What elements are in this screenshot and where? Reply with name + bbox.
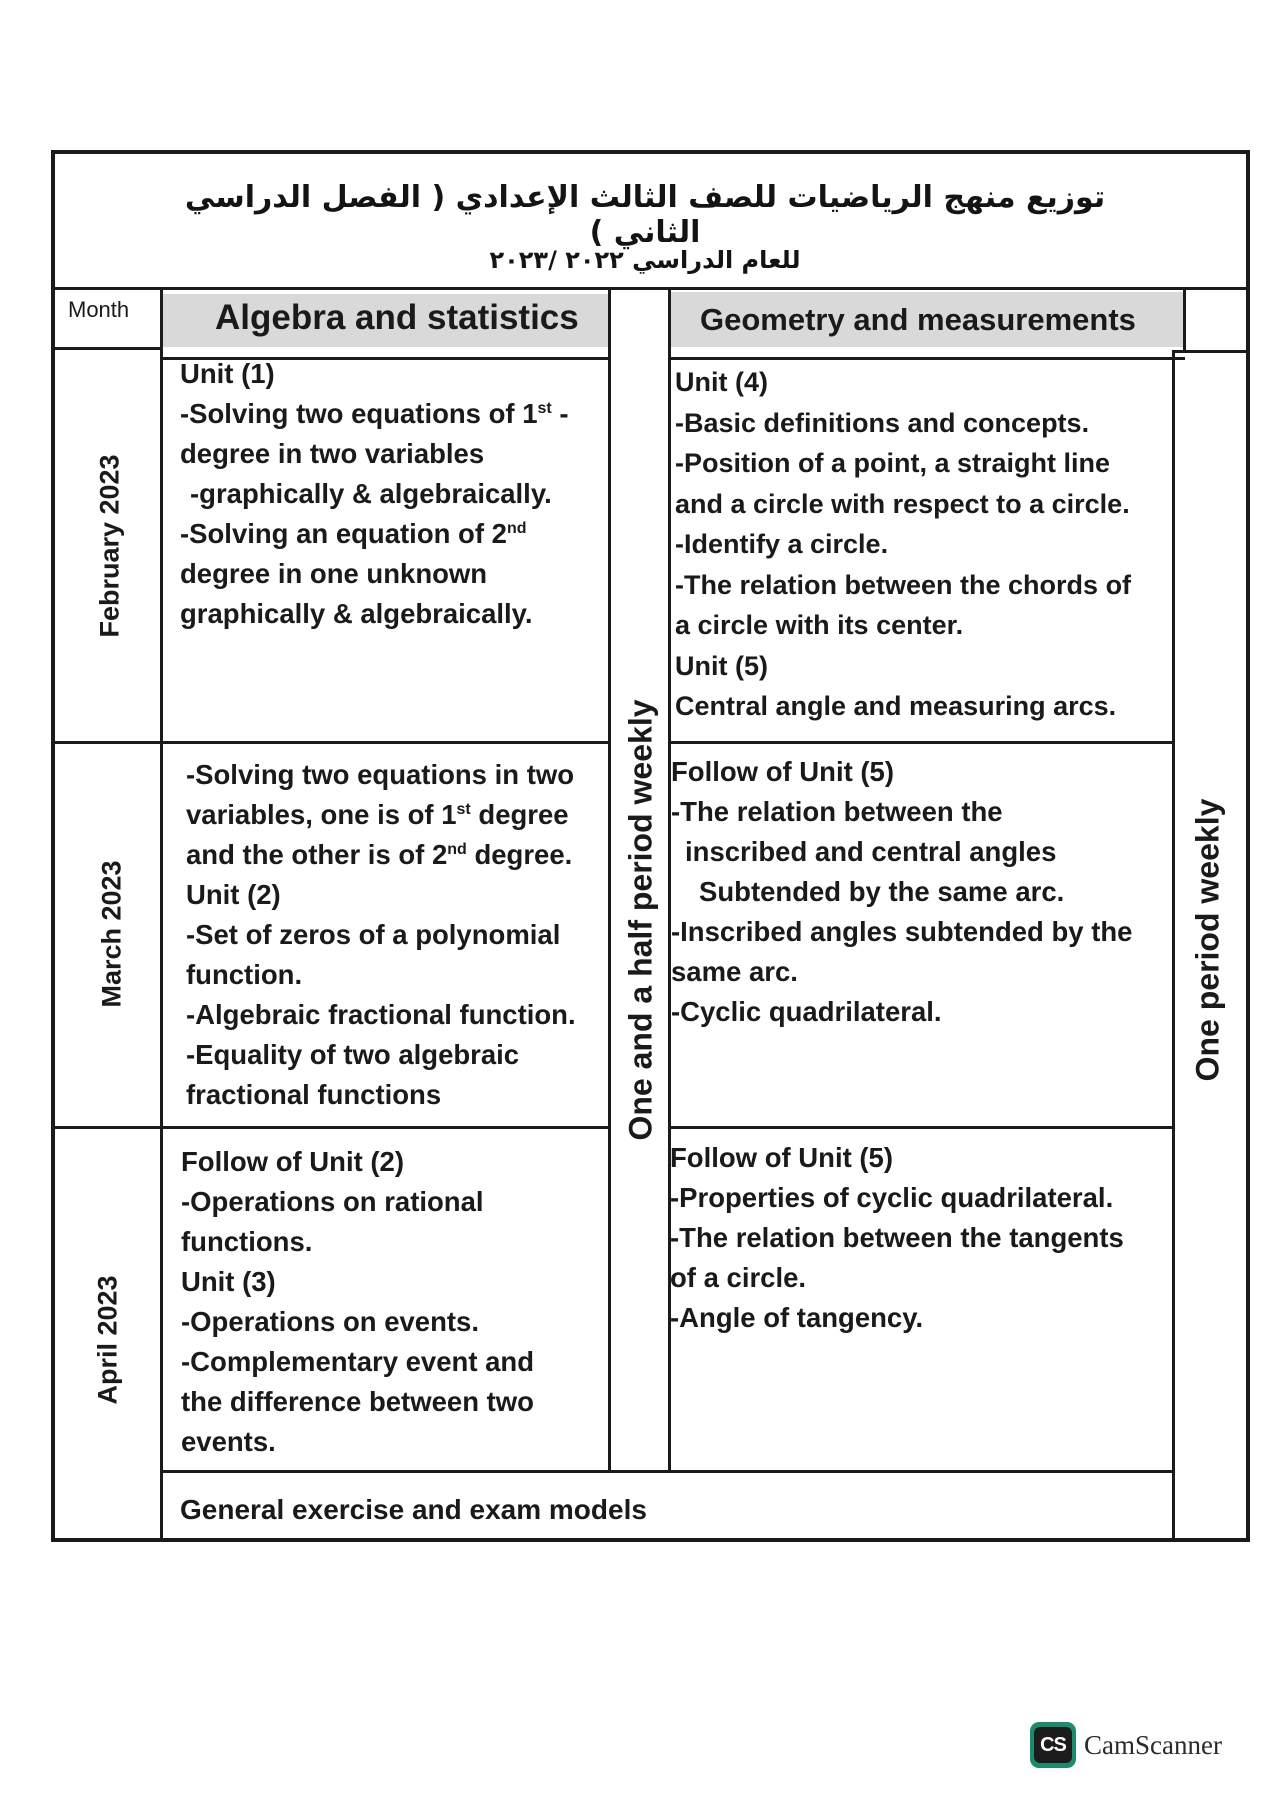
list-item: -graphically & algebraically. [190, 478, 552, 509]
list-item: -The relation between the [671, 796, 1003, 827]
camscanner-label: CamScanner [1084, 1730, 1222, 1760]
algebra-header: Algebra and statistics [215, 298, 579, 337]
list-item: a circle with its center. [675, 610, 964, 640]
algebra-march-cell [186, 755, 576, 1115]
list-item: -Identify a circle. [675, 529, 889, 559]
list-item: -Inscribed angles subtended by the [671, 916, 1133, 947]
list-item: -Properties of cyclic quadrilateral. [670, 1182, 1114, 1213]
month-label-april: April 2023 [92, 1275, 123, 1405]
algebra-april-cell [181, 1142, 534, 1462]
document-title: توزيع منهج الرياضيات للصف الثالث الإعدادي ( الفصل الدراسي الثاني ) [184, 180, 1106, 250]
list-item: function. [186, 959, 303, 990]
camscanner-logo-text: CS [1034, 1727, 1072, 1763]
algebra-frequency-label: One and a half period weekly [622, 699, 659, 1141]
geometry-march-cell [671, 752, 1132, 1032]
list-item: -Solving two equations of 1st - [180, 398, 569, 429]
list-item: -Equality of two algebraic [186, 1039, 520, 1070]
list-item: -The relation between the chords of [675, 569, 1132, 600]
academic-year: للعام الدراسي ٢٠٢٢ /٢٠٢٣ [489, 246, 801, 274]
list-item: -Solving an equation of 2nd [180, 518, 527, 549]
list-item: -Cyclic quadrilateral. [671, 996, 942, 1027]
list-item: events. [181, 1426, 276, 1457]
list-item: Follow of Unit (2) [181, 1146, 405, 1177]
geometry-header: Geometry and measurements [700, 302, 1136, 337]
list-item: same arc. [671, 956, 798, 987]
list-item: of a circle. [670, 1262, 807, 1293]
list-item: functions. [181, 1226, 313, 1257]
list-item: Unit (1) [180, 358, 275, 389]
list-item: Unit (4) [675, 367, 768, 397]
list-item: -Solving two equations in two [186, 759, 575, 790]
month-header: Month [68, 297, 130, 322]
list-item: -Basic definitions and concepts. [675, 407, 1090, 438]
list-item: degree in one unknown [180, 558, 488, 589]
footer-row-text: General exercise and exam models [180, 1494, 647, 1525]
list-item: degree in two variables [180, 438, 485, 469]
list-item: inscribed and central angles [685, 836, 1057, 867]
list-item: -Operations on rational [181, 1186, 484, 1217]
list-item: -Set of zeros of a polynomial [186, 919, 561, 950]
list-item: and a circle with respect to a circle. [675, 488, 1130, 519]
list-item: Unit (3) [181, 1266, 276, 1297]
list-item: the difference between two [181, 1386, 534, 1417]
geometry-frequency-label: One period weekly [1189, 798, 1226, 1082]
list-item: -Position of a point, a straight line [675, 448, 1111, 478]
camscanner-logo-icon [1030, 1722, 1076, 1768]
list-item: Unit (5) [675, 650, 768, 681]
list-item: Unit (2) [186, 879, 281, 910]
list-item: -Angle of tangency. [670, 1302, 924, 1333]
list-item: Subtended by the same arc. [699, 876, 1065, 907]
list-item: Follow of Unit (5) [670, 1142, 894, 1173]
geometry-february-cell [675, 362, 1131, 727]
list-item: Follow of Unit (5) [671, 756, 895, 787]
list-item: variables, one is of 1st degree [186, 799, 569, 830]
list-item: Central angle and measuring arcs. [675, 691, 1117, 721]
list-item: -The relation between the tangents [670, 1222, 1124, 1253]
list-item: -Complementary event and [181, 1346, 535, 1377]
list-item: -Operations on events. [181, 1306, 479, 1337]
algebra-february-cell [180, 354, 569, 634]
month-label-february: February 2023 [94, 454, 125, 638]
list-item: graphically & algebraically. [180, 598, 533, 629]
geometry-april-cell [670, 1138, 1124, 1338]
month-label-march: March 2023 [96, 860, 127, 1008]
list-item: -Algebraic fractional function. [186, 999, 576, 1030]
list-item: and the other is of 2nd degree. [186, 839, 573, 870]
list-item: fractional functions [186, 1079, 442, 1110]
